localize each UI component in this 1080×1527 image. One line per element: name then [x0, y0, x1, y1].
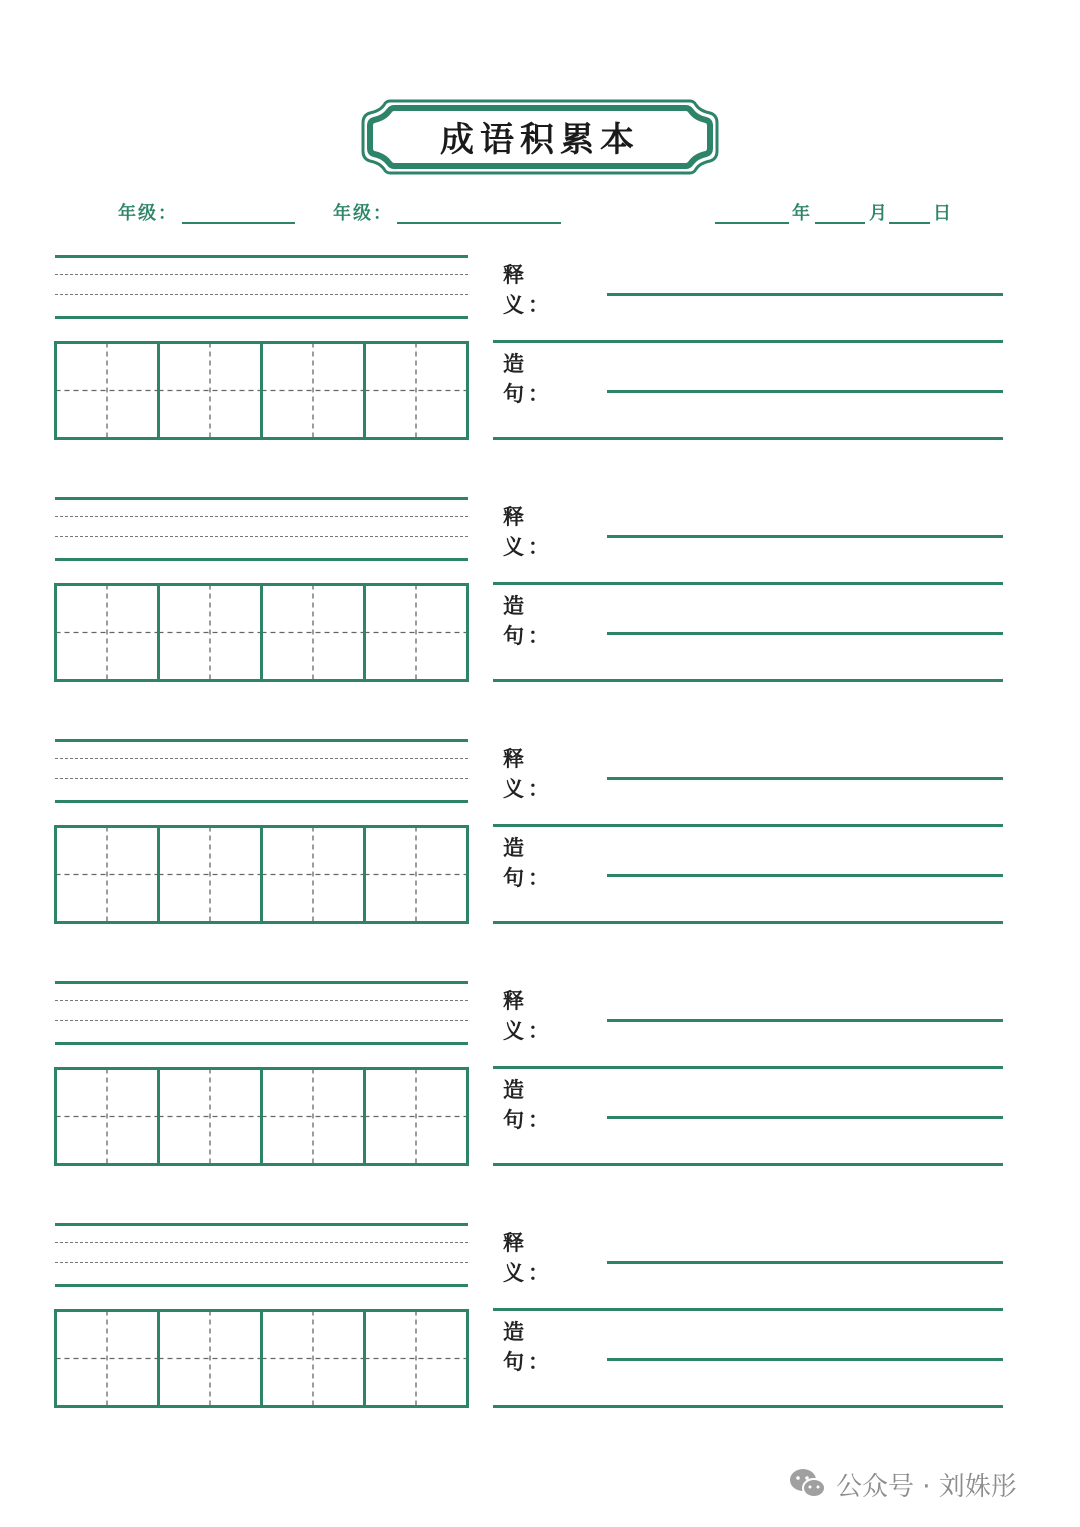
pinyin-dashed-line	[55, 516, 468, 517]
month-label: 月	[869, 203, 889, 224]
meaning-label: 释义：	[503, 746, 553, 801]
pinyin-dashed-line	[55, 1000, 468, 1001]
pinyin-dashed-line	[55, 1020, 468, 1021]
pinyin-dashed-line	[55, 758, 468, 759]
pinyin-dashed-line	[55, 294, 468, 295]
pinyin-top-line	[55, 255, 468, 258]
sentence-line-2[interactable]	[493, 1405, 1003, 1408]
month-input-line[interactable]	[815, 222, 865, 224]
meaning-label: 释义：	[503, 504, 553, 559]
grade-input-line-1[interactable]	[182, 222, 295, 224]
sentence-label: 造句：	[503, 1077, 553, 1132]
pinyin-top-line	[55, 739, 468, 742]
pinyin-bottom-line[interactable]	[55, 316, 468, 319]
sentence-line-1[interactable]	[607, 1116, 1003, 1119]
meaning-line-2[interactable]	[493, 1308, 1003, 1311]
sentence-line-1[interactable]	[607, 1358, 1003, 1361]
page-title: 成语积累本	[440, 119, 640, 160]
character-grid[interactable]	[54, 341, 469, 440]
pinyin-dashed-line	[55, 536, 468, 537]
pinyin-bottom-line[interactable]	[55, 1042, 468, 1045]
sentence-label: 造句：	[503, 351, 553, 406]
meaning-line-1[interactable]	[607, 777, 1003, 780]
grade-label-1: 年级：	[118, 203, 178, 224]
meaning-label: 释义：	[503, 988, 553, 1043]
sentence-line-2[interactable]	[493, 679, 1003, 682]
meaning-line-2[interactable]	[493, 1066, 1003, 1069]
character-grid[interactable]	[54, 583, 469, 682]
meaning-line-2[interactable]	[493, 340, 1003, 343]
meaning-label: 释义：	[503, 1230, 553, 1285]
pinyin-dashed-line	[55, 1262, 468, 1263]
pinyin-top-line	[55, 497, 468, 500]
pinyin-top-line	[55, 1223, 468, 1226]
pinyin-dashed-line	[55, 778, 468, 779]
meaning-line-1[interactable]	[607, 293, 1003, 296]
sentence-label: 造句：	[503, 593, 553, 648]
meaning-label: 释义：	[503, 262, 553, 317]
year-label: 年	[792, 203, 812, 224]
pinyin-top-line	[55, 981, 468, 984]
sentence-label: 造句：	[503, 1319, 553, 1374]
day-input-line[interactable]	[889, 222, 930, 224]
sentence-line-2[interactable]	[493, 1163, 1003, 1166]
character-grid[interactable]	[54, 1309, 469, 1408]
meaning-line-1[interactable]	[607, 1261, 1003, 1264]
character-grid[interactable]	[54, 1067, 469, 1166]
sentence-line-1[interactable]	[607, 874, 1003, 877]
watermark	[788, 1466, 1017, 1502]
pinyin-bottom-line[interactable]	[55, 558, 468, 561]
meaning-line-2[interactable]	[493, 582, 1003, 585]
grade-label-2: 年级：	[333, 203, 393, 224]
sentence-line-1[interactable]	[607, 632, 1003, 635]
sentence-label: 造句：	[503, 835, 553, 890]
watermark-text: 公众号 · 刘姝彤	[836, 1471, 1017, 1502]
sentence-line-1[interactable]	[607, 390, 1003, 393]
pinyin-dashed-line	[55, 1242, 468, 1243]
pinyin-dashed-line	[55, 274, 468, 275]
meaning-line-2[interactable]	[493, 824, 1003, 827]
pinyin-bottom-line[interactable]	[55, 800, 468, 803]
year-input-line[interactable]	[715, 222, 789, 224]
wechat-icon	[788, 1467, 828, 1501]
sentence-line-2[interactable]	[493, 921, 1003, 924]
day-label: 日	[933, 203, 953, 224]
sentence-line-2[interactable]	[493, 437, 1003, 440]
pinyin-bottom-line[interactable]	[55, 1284, 468, 1287]
meaning-line-1[interactable]	[607, 535, 1003, 538]
character-grid[interactable]	[54, 825, 469, 924]
meaning-line-1[interactable]	[607, 1019, 1003, 1022]
grade-input-line-2[interactable]	[397, 222, 561, 224]
